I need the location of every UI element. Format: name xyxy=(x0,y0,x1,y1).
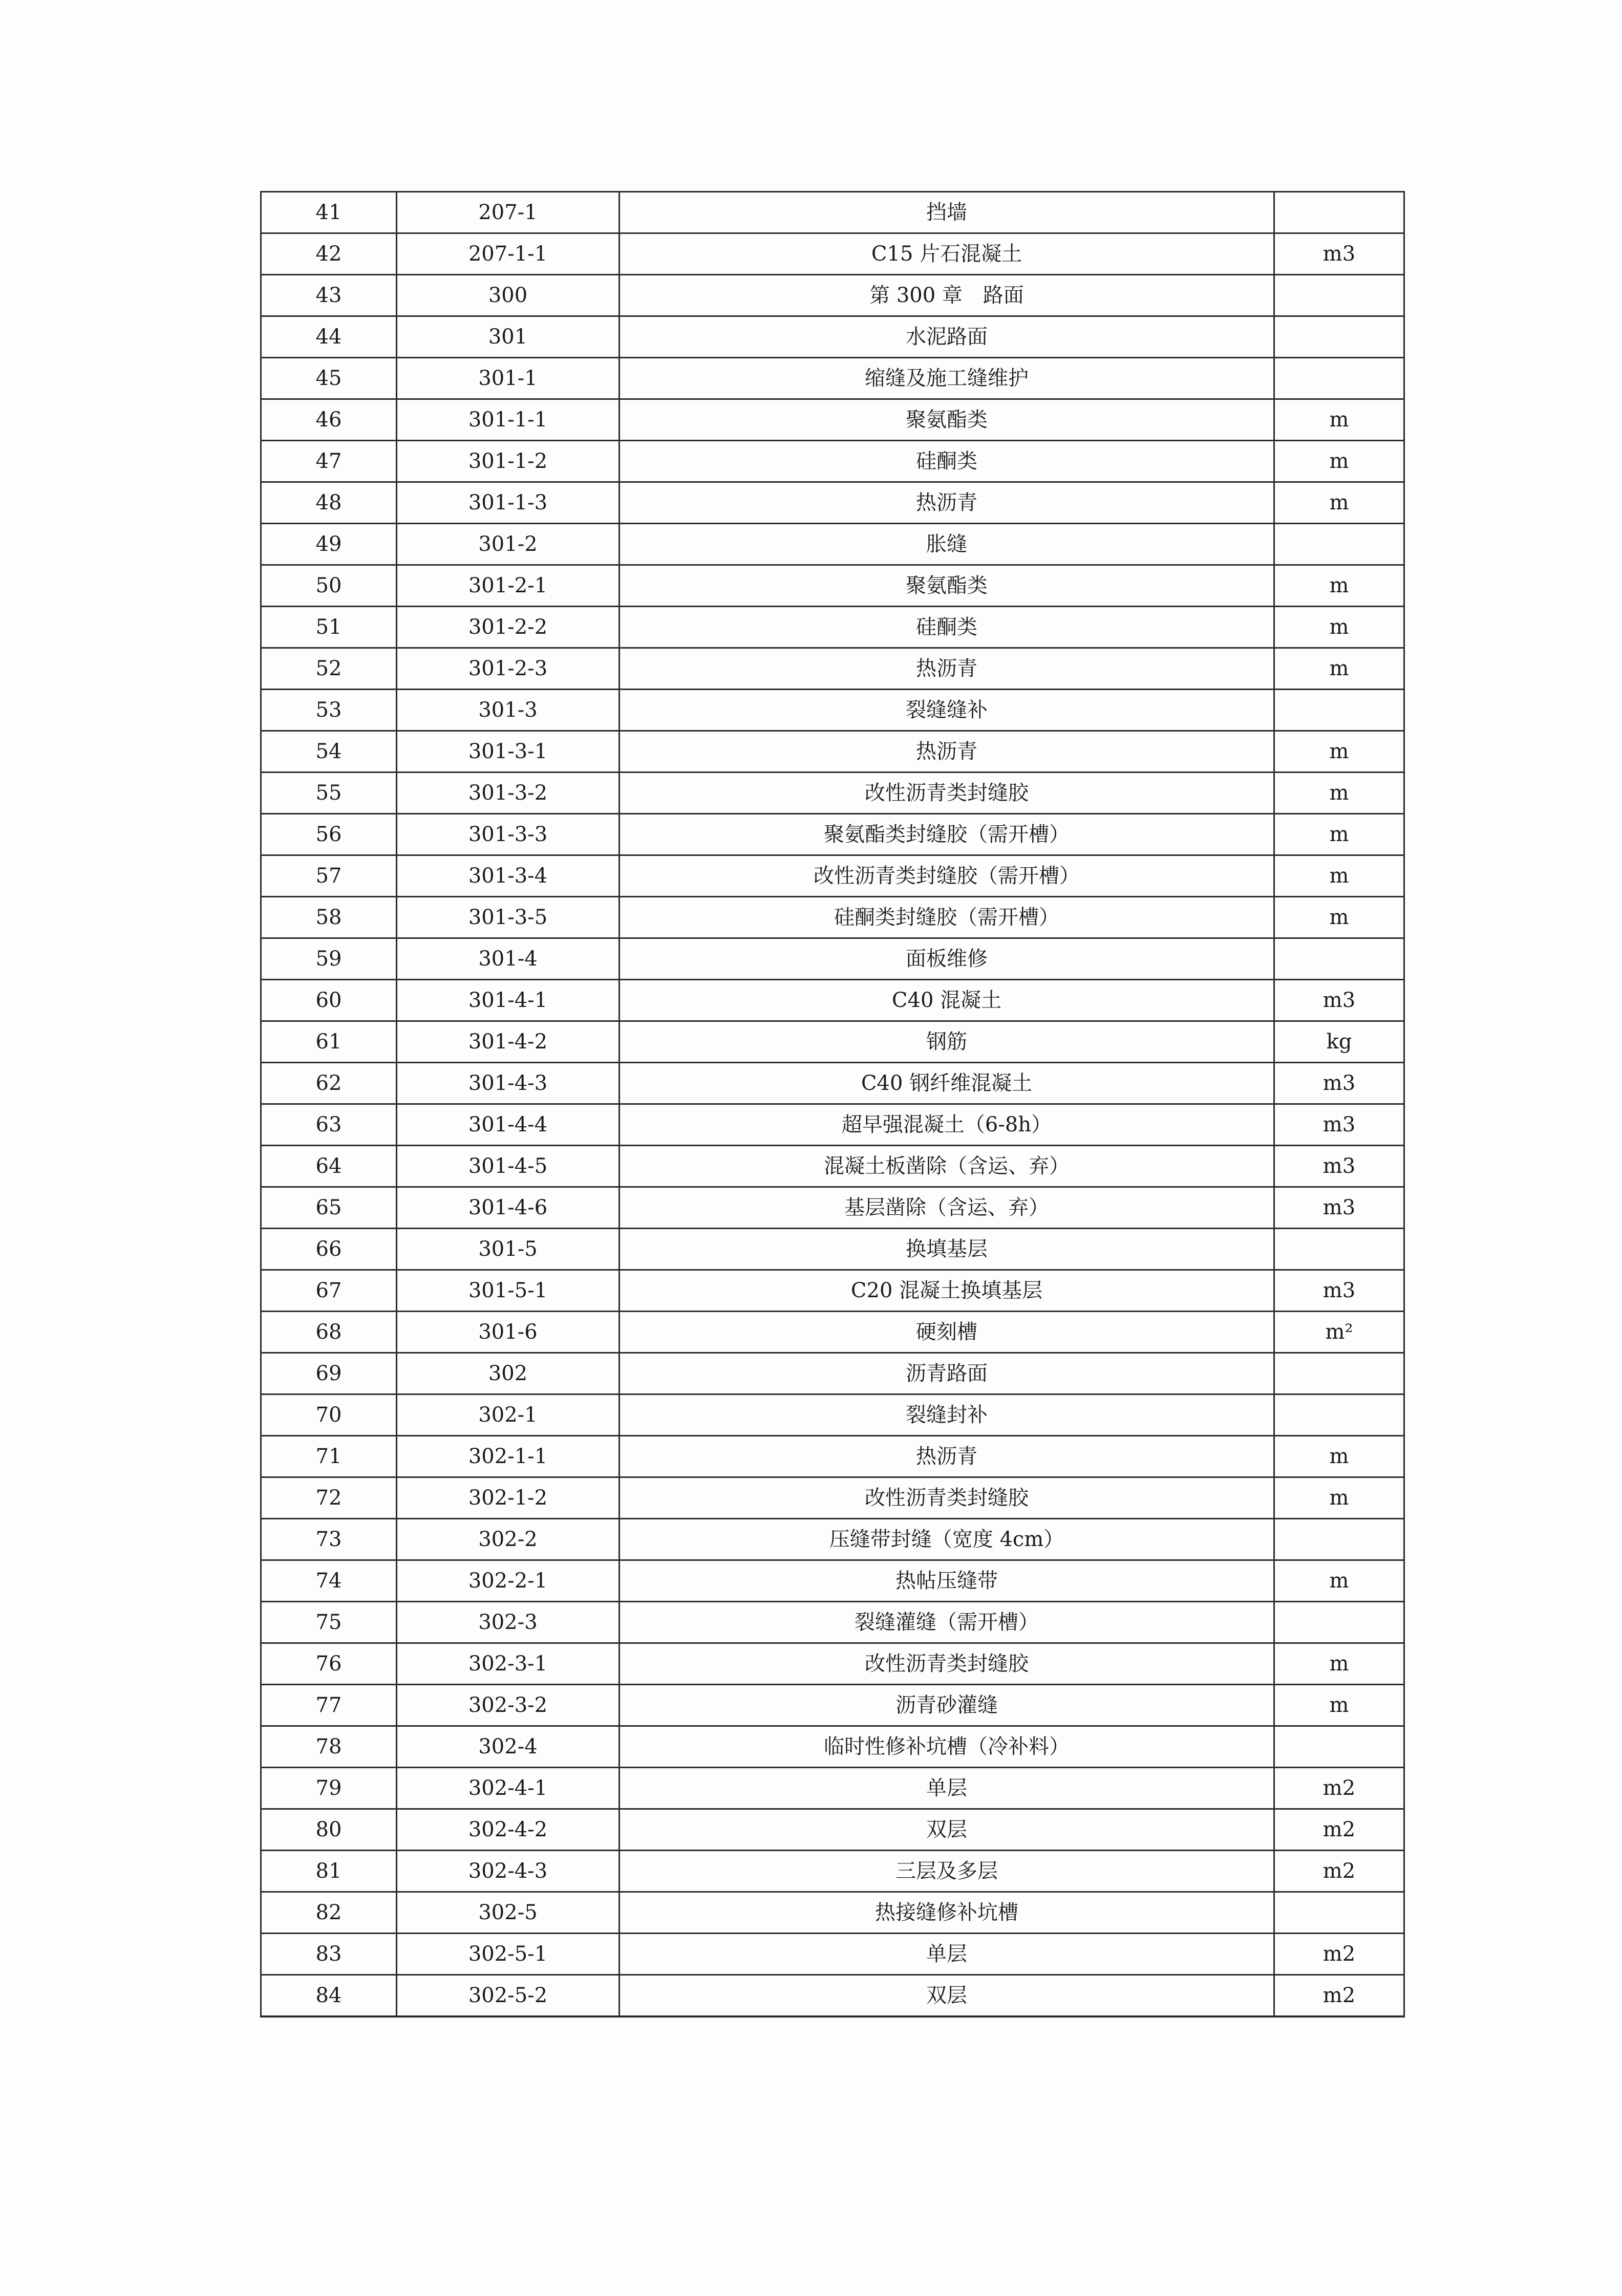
item-name-cell: 裂缝封补 xyxy=(620,1394,1274,1436)
row-number-cell: 83 xyxy=(261,1934,397,1975)
table-row xyxy=(261,233,1404,275)
table-row xyxy=(261,1726,1404,1768)
row-number-cell: 41 xyxy=(261,192,397,233)
table-row xyxy=(261,1934,1404,1975)
item-code-cell: 302-5-2 xyxy=(397,1975,620,2017)
item-name-cell: 第 300 章 路面 xyxy=(620,275,1274,316)
unit-cell: m xyxy=(1274,897,1404,938)
row-number-cell: 61 xyxy=(261,1021,397,1063)
item-code-cell: 301-3-4 xyxy=(397,855,620,897)
table-row xyxy=(261,1602,1404,1643)
item-name-cell: 硅酮类 xyxy=(620,441,1274,482)
row-number-cell: 55 xyxy=(261,773,397,814)
unit-cell: m xyxy=(1274,773,1404,814)
row-number-cell: 51 xyxy=(261,607,397,648)
row-number-cell: 79 xyxy=(261,1768,397,1809)
table-row xyxy=(261,648,1404,690)
item-name-cell: 改性沥青类封缝胶 xyxy=(620,1477,1274,1519)
unit-cell: m3 xyxy=(1274,980,1404,1021)
unit-cell: m xyxy=(1274,482,1404,524)
row-number-cell: 50 xyxy=(261,565,397,607)
item-code-cell: 301 xyxy=(397,316,620,358)
table-row xyxy=(261,1809,1404,1851)
item-name-cell: 硬刻槽 xyxy=(620,1312,1274,1353)
item-name-cell: 聚氨酯类 xyxy=(620,399,1274,441)
unit-cell xyxy=(1274,1726,1404,1768)
item-code-cell: 301-4-5 xyxy=(397,1146,620,1187)
item-code-cell: 301-3-2 xyxy=(397,773,620,814)
row-number-cell: 77 xyxy=(261,1685,397,1726)
item-code-cell: 301-5-1 xyxy=(397,1270,620,1312)
item-code-cell: 302-4-3 xyxy=(397,1851,620,1892)
unit-cell: m2 xyxy=(1274,1975,1404,2017)
item-name-cell: C40 钢纤维混凝土 xyxy=(620,1063,1274,1104)
item-code-cell: 302-2 xyxy=(397,1519,620,1560)
item-code-cell: 302-3-2 xyxy=(397,1685,620,1726)
item-name-cell: 基层凿除（含运、弃） xyxy=(620,1187,1274,1229)
item-code-cell: 301-4-6 xyxy=(397,1187,620,1229)
item-name-cell: 沥青砂灌缝 xyxy=(620,1685,1274,1726)
item-name-cell: 换填基层 xyxy=(620,1229,1274,1270)
row-number-cell: 60 xyxy=(261,980,397,1021)
unit-cell xyxy=(1274,358,1404,399)
table-row xyxy=(261,1312,1404,1353)
unit-cell: m xyxy=(1274,855,1404,897)
item-name-cell: C20 混凝土换填基层 xyxy=(620,1270,1274,1312)
row-number-cell: 65 xyxy=(261,1187,397,1229)
row-number-cell: 73 xyxy=(261,1519,397,1560)
row-number-cell: 44 xyxy=(261,316,397,358)
item-name-cell: C15 片石混凝土 xyxy=(620,233,1274,275)
table-row xyxy=(261,1477,1404,1519)
table-row xyxy=(261,192,1404,233)
item-code-cell: 302-4-1 xyxy=(397,1768,620,1809)
table-row xyxy=(261,275,1404,316)
unit-cell xyxy=(1274,1394,1404,1436)
unit-cell: m2 xyxy=(1274,1809,1404,1851)
table-row xyxy=(261,814,1404,855)
item-code-cell: 301-2-3 xyxy=(397,648,620,690)
unit-cell: kg xyxy=(1274,1021,1404,1063)
item-code-cell: 301-4-2 xyxy=(397,1021,620,1063)
item-name-cell: 聚氨酯类 xyxy=(620,565,1274,607)
row-number-cell: 63 xyxy=(261,1104,397,1146)
unit-cell xyxy=(1274,1892,1404,1934)
row-number-cell: 54 xyxy=(261,731,397,773)
unit-cell: m xyxy=(1274,1560,1404,1602)
row-number-cell: 78 xyxy=(261,1726,397,1768)
item-name-cell: 改性沥青类封缝胶 xyxy=(620,1643,1274,1685)
unit-cell xyxy=(1274,1353,1404,1394)
unit-cell: m3 xyxy=(1274,233,1404,275)
unit-cell: m2 xyxy=(1274,1768,1404,1809)
row-number-cell: 59 xyxy=(261,938,397,980)
item-name-cell: 胀缝 xyxy=(620,524,1274,565)
row-number-cell: 53 xyxy=(261,690,397,731)
unit-cell: m xyxy=(1274,607,1404,648)
table-row xyxy=(261,938,1404,980)
unit-cell: m3 xyxy=(1274,1270,1404,1312)
row-number-cell: 70 xyxy=(261,1394,397,1436)
item-name-cell: 双层 xyxy=(620,1809,1274,1851)
table-row xyxy=(261,358,1404,399)
unit-cell: m3 xyxy=(1274,1187,1404,1229)
unit-cell: m xyxy=(1274,399,1404,441)
table-row xyxy=(261,316,1404,358)
item-name-cell: 裂缝灌缝（需开槽） xyxy=(620,1602,1274,1643)
item-code-cell: 302-5-1 xyxy=(397,1934,620,1975)
row-number-cell: 49 xyxy=(261,524,397,565)
item-code-cell: 302-1-2 xyxy=(397,1477,620,1519)
row-number-cell: 81 xyxy=(261,1851,397,1892)
item-name-cell: 硅酮类 xyxy=(620,607,1274,648)
item-name-cell: 热沥青 xyxy=(620,482,1274,524)
row-number-cell: 72 xyxy=(261,1477,397,1519)
table-row xyxy=(261,1768,1404,1809)
item-name-cell: 三层及多层 xyxy=(620,1851,1274,1892)
item-code-cell: 301-1 xyxy=(397,358,620,399)
table-row xyxy=(261,690,1404,731)
item-name-cell: 热沥青 xyxy=(620,1436,1274,1477)
row-number-cell: 84 xyxy=(261,1975,397,2017)
item-code-cell: 302-3-1 xyxy=(397,1643,620,1685)
item-code-cell: 301-4-1 xyxy=(397,980,620,1021)
unit-cell: m xyxy=(1274,1685,1404,1726)
item-code-cell: 302-2-1 xyxy=(397,1560,620,1602)
table-row xyxy=(261,441,1404,482)
item-name-cell: 临时性修补坑槽（冷补料） xyxy=(620,1726,1274,1768)
item-name-cell: 沥青路面 xyxy=(620,1353,1274,1394)
table-row xyxy=(261,980,1404,1021)
table-row xyxy=(261,1643,1404,1685)
row-number-cell: 69 xyxy=(261,1353,397,1394)
table-row xyxy=(261,1394,1404,1436)
unit-cell: m xyxy=(1274,648,1404,690)
row-number-cell: 42 xyxy=(261,233,397,275)
row-number-cell: 76 xyxy=(261,1643,397,1685)
table-row xyxy=(261,1353,1404,1394)
row-number-cell: 56 xyxy=(261,814,397,855)
item-name-cell: 热沥青 xyxy=(620,648,1274,690)
table-row xyxy=(261,773,1404,814)
item-code-cell: 301-1-1 xyxy=(397,399,620,441)
table-row xyxy=(261,1851,1404,1892)
table-row xyxy=(261,1519,1404,1560)
item-name-cell: 热接缝修补坑槽 xyxy=(620,1892,1274,1934)
item-name-cell: 水泥路面 xyxy=(620,316,1274,358)
row-number-cell: 66 xyxy=(261,1229,397,1270)
item-code-cell: 207-1 xyxy=(397,192,620,233)
item-name-cell: 改性沥青类封缝胶（需开槽） xyxy=(620,855,1274,897)
table-row xyxy=(261,731,1404,773)
item-name-cell: 聚氨酯类封缝胶（需开槽） xyxy=(620,814,1274,855)
item-name-cell: 改性沥青类封缝胶 xyxy=(620,773,1274,814)
unit-cell xyxy=(1274,275,1404,316)
unit-cell xyxy=(1274,192,1404,233)
unit-cell: m2 xyxy=(1274,1851,1404,1892)
item-name-cell: C40 混凝土 xyxy=(620,980,1274,1021)
item-code-cell: 302-5 xyxy=(397,1892,620,1934)
item-code-cell: 302-1-1 xyxy=(397,1436,620,1477)
item-code-cell: 301-4-3 xyxy=(397,1063,620,1104)
row-number-cell: 75 xyxy=(261,1602,397,1643)
unit-cell: m xyxy=(1274,731,1404,773)
unit-cell xyxy=(1274,316,1404,358)
item-code-cell: 301-3-5 xyxy=(397,897,620,938)
table-row xyxy=(261,1063,1404,1104)
row-number-cell: 80 xyxy=(261,1809,397,1851)
item-code-cell: 301-2-1 xyxy=(397,565,620,607)
row-number-cell: 43 xyxy=(261,275,397,316)
table-body xyxy=(261,192,1404,2017)
item-name-cell: 缩缝及施工缝维护 xyxy=(620,358,1274,399)
item-code-cell: 301-3-3 xyxy=(397,814,620,855)
item-code-cell: 302-4 xyxy=(397,1726,620,1768)
item-name-cell: 硅酮类封缝胶（需开槽） xyxy=(620,897,1274,938)
table-row xyxy=(261,1270,1404,1312)
unit-cell: m3 xyxy=(1274,1146,1404,1187)
table-row xyxy=(261,524,1404,565)
row-number-cell: 48 xyxy=(261,482,397,524)
item-code-cell: 301-1-2 xyxy=(397,441,620,482)
table-row xyxy=(261,607,1404,648)
table-row xyxy=(261,1229,1404,1270)
row-number-cell: 46 xyxy=(261,399,397,441)
item-name-cell: 超早强混凝土（6-8h） xyxy=(620,1104,1274,1146)
unit-cell xyxy=(1274,1229,1404,1270)
row-number-cell: 67 xyxy=(261,1270,397,1312)
unit-cell: m xyxy=(1274,1436,1404,1477)
unit-cell: m² xyxy=(1274,1312,1404,1353)
unit-cell: m3 xyxy=(1274,1063,1404,1104)
row-number-cell: 71 xyxy=(261,1436,397,1477)
item-name-cell: 裂缝缝补 xyxy=(620,690,1274,731)
item-name-cell: 压缝带封缝（宽度 4cm） xyxy=(620,1519,1274,1560)
table-row xyxy=(261,855,1404,897)
item-code-cell: 301-5 xyxy=(397,1229,620,1270)
row-number-cell: 52 xyxy=(261,648,397,690)
table-row xyxy=(261,1104,1404,1146)
row-number-cell: 68 xyxy=(261,1312,397,1353)
item-name-cell: 双层 xyxy=(620,1975,1274,2017)
unit-cell: m xyxy=(1274,565,1404,607)
unit-cell: m2 xyxy=(1274,1934,1404,1975)
item-code-cell: 300 xyxy=(397,275,620,316)
row-number-cell: 57 xyxy=(261,855,397,897)
item-name-cell: 热帖压缝带 xyxy=(620,1560,1274,1602)
table-row xyxy=(261,1436,1404,1477)
table-row xyxy=(261,1021,1404,1063)
unit-cell xyxy=(1274,1519,1404,1560)
table-row xyxy=(261,1560,1404,1602)
item-name-cell: 混凝土板凿除（含运、弃） xyxy=(620,1146,1274,1187)
row-number-cell: 64 xyxy=(261,1146,397,1187)
unit-cell xyxy=(1274,1602,1404,1643)
item-code-cell: 301-6 xyxy=(397,1312,620,1353)
item-name-cell: 热沥青 xyxy=(620,731,1274,773)
unit-cell: m xyxy=(1274,814,1404,855)
item-name-cell: 面板维修 xyxy=(620,938,1274,980)
item-code-cell: 301-1-3 xyxy=(397,482,620,524)
table-row xyxy=(261,897,1404,938)
unit-cell xyxy=(1274,524,1404,565)
item-code-cell: 302-1 xyxy=(397,1394,620,1436)
item-code-cell: 302 xyxy=(397,1353,620,1394)
table-row xyxy=(261,1892,1404,1934)
item-name-cell: 单层 xyxy=(620,1768,1274,1809)
table-row xyxy=(261,399,1404,441)
unit-cell: m xyxy=(1274,1643,1404,1685)
unit-cell xyxy=(1274,690,1404,731)
item-code-cell: 301-4 xyxy=(397,938,620,980)
table-row xyxy=(261,1187,1404,1229)
unit-cell xyxy=(1274,938,1404,980)
item-code-cell: 301-4-4 xyxy=(397,1104,620,1146)
item-name-cell: 钢筋 xyxy=(620,1021,1274,1063)
item-code-cell: 301-3 xyxy=(397,690,620,731)
unit-cell: m xyxy=(1274,1477,1404,1519)
item-name-cell: 单层 xyxy=(620,1934,1274,1975)
row-number-cell: 47 xyxy=(261,441,397,482)
item-code-cell: 301-2 xyxy=(397,524,620,565)
table-row xyxy=(261,1975,1404,2017)
table-row xyxy=(261,1146,1404,1187)
item-name-cell: 挡墙 xyxy=(620,192,1274,233)
row-number-cell: 74 xyxy=(261,1560,397,1602)
row-number-cell: 45 xyxy=(261,358,397,399)
unit-cell: m xyxy=(1274,441,1404,482)
row-number-cell: 82 xyxy=(261,1892,397,1934)
row-number-cell: 58 xyxy=(261,897,397,938)
row-number-cell: 62 xyxy=(261,1063,397,1104)
item-code-cell: 302-3 xyxy=(397,1602,620,1643)
item-code-cell: 207-1-1 xyxy=(397,233,620,275)
item-code-cell: 301-2-2 xyxy=(397,607,620,648)
table-row xyxy=(261,482,1404,524)
item-code-cell: 302-4-2 xyxy=(397,1809,620,1851)
table-row xyxy=(261,1685,1404,1726)
item-code-cell: 301-3-1 xyxy=(397,731,620,773)
unit-cell: m3 xyxy=(1274,1104,1404,1146)
table-row xyxy=(261,565,1404,607)
bill-of-quantities-table xyxy=(260,191,1405,2018)
